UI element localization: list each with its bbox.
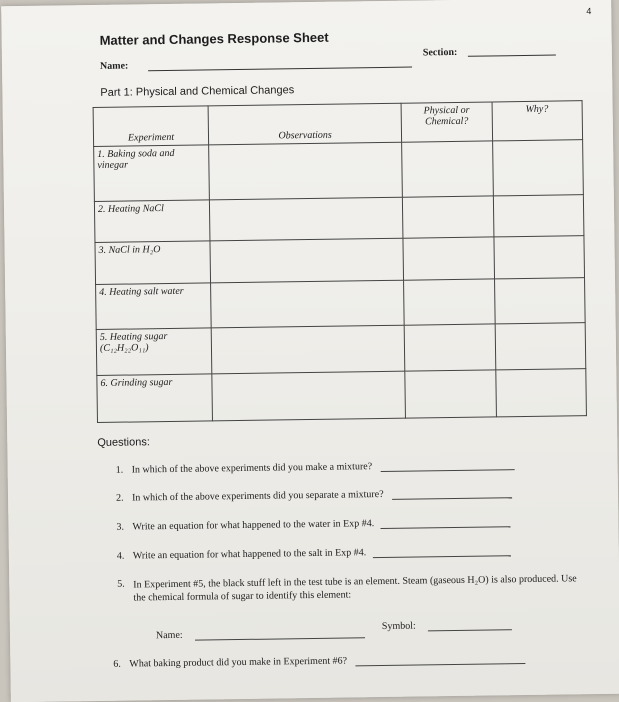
name-field[interactable] xyxy=(148,67,412,72)
classification-cell[interactable] xyxy=(404,279,495,325)
question-2-text: In which of the above experiments did you separate a mixture? xyxy=(131,489,384,504)
classification-cell[interactable] xyxy=(404,324,495,372)
changes-table xyxy=(93,100,587,423)
why-cell[interactable] xyxy=(494,278,585,324)
answer-1-line[interactable] xyxy=(381,459,515,472)
question-1: 1. In which of the above experiments did you make a mixture? xyxy=(116,458,586,476)
classification-cell[interactable] xyxy=(405,370,496,418)
header-experiment: Experiment xyxy=(93,106,209,147)
why-cell[interactable] xyxy=(495,369,586,417)
header-physical-chemical: Physical or Chemical? xyxy=(401,102,492,142)
row-label: 5. Heating sugar (C₁₂H₂₂O₁₁) xyxy=(96,328,212,376)
why-cell[interactable] xyxy=(492,140,583,196)
section-field[interactable] xyxy=(468,55,556,57)
why-cell[interactable] xyxy=(493,235,584,279)
observation-cell[interactable] xyxy=(209,198,403,241)
header-why: Why? xyxy=(492,101,583,141)
row-label: 6. Grinding sugar xyxy=(97,374,213,422)
q5-symbol-field[interactable] xyxy=(428,619,512,631)
question-5-text: In Experiment #5, the black stuff left in the test tube is an element. Steam (gaseous H₂O) is also produced. Use the chemical formula of sugar to identify this element: xyxy=(133,573,577,604)
q5-symbol-row xyxy=(382,619,513,632)
answer-2-line[interactable] xyxy=(392,487,512,500)
question-3: 3. Write an equation for what happened to the water in Exp #4. xyxy=(116,515,586,533)
row-label: 2. Heating NaCl xyxy=(94,200,210,242)
question-4-text: Write an equation for what happened to the salt in Exp #4. xyxy=(132,547,367,562)
observation-cell[interactable] xyxy=(210,238,404,283)
question-1-text: In which of the above experiments did you make a mixture? xyxy=(131,461,373,476)
name-label: Name: xyxy=(99,60,129,72)
part-title: Part 1: Physical and Chemical Changes xyxy=(100,84,295,99)
why-cell[interactable] xyxy=(493,195,584,237)
question-6: 6. What baking product did you make in Experiment #6? xyxy=(113,652,583,670)
question-4: 4. Write an equation for what happened to the salt in Exp #4. xyxy=(117,544,587,562)
answer-4-line[interactable] xyxy=(373,545,511,558)
why-cell[interactable] xyxy=(495,322,586,370)
classification-cell[interactable] xyxy=(402,141,493,197)
section-label: Section: xyxy=(422,46,458,59)
header-observations: Observations xyxy=(208,103,402,145)
page-title: Matter and Changes Response Sheet xyxy=(99,29,329,48)
table-row xyxy=(94,195,584,242)
observation-cell[interactable] xyxy=(211,280,405,327)
question-3-text: Write an equation for what happened to the water in Exp #4. xyxy=(132,518,375,533)
answer-3-line[interactable] xyxy=(381,516,511,529)
table-row xyxy=(96,322,586,375)
classification-cell[interactable] xyxy=(403,196,494,238)
observation-cell[interactable] xyxy=(209,142,403,200)
classification-cell[interactable] xyxy=(403,237,494,281)
questions-title: Questions: xyxy=(97,436,150,449)
page-number: 4 xyxy=(586,6,592,17)
question-5: 5. In Experiment #5, the black stuff left in the test tube is an element. Steam (gaseous H₂O) is also produced. Use the chemical formula of sugar to identify this element: xyxy=(117,572,587,605)
q5-name-label: Name: xyxy=(155,629,183,642)
observation-cell[interactable] xyxy=(211,325,405,374)
table-header-row xyxy=(93,101,583,147)
answer-6-line[interactable] xyxy=(356,653,526,666)
table-row xyxy=(95,235,585,284)
question-6-text: What baking product did you make in Experiment #6? xyxy=(129,655,348,670)
response-sheet xyxy=(1,0,619,702)
q5-name-field[interactable] xyxy=(195,627,365,640)
table-row xyxy=(97,369,587,423)
q5-symbol-label: Symbol: xyxy=(381,620,416,633)
row-label: 1. Baking soda and vinegar xyxy=(94,145,210,202)
table-row xyxy=(94,140,584,202)
row-label: 4. Heating salt water xyxy=(96,283,212,329)
row-label: 3. NaCl in H₂O xyxy=(95,241,211,285)
observation-cell[interactable] xyxy=(212,371,406,420)
question-2: 2. In which of the above experiments did you separate a mixture? xyxy=(116,486,586,504)
q5-name-row xyxy=(156,627,365,641)
table-row xyxy=(96,278,586,329)
